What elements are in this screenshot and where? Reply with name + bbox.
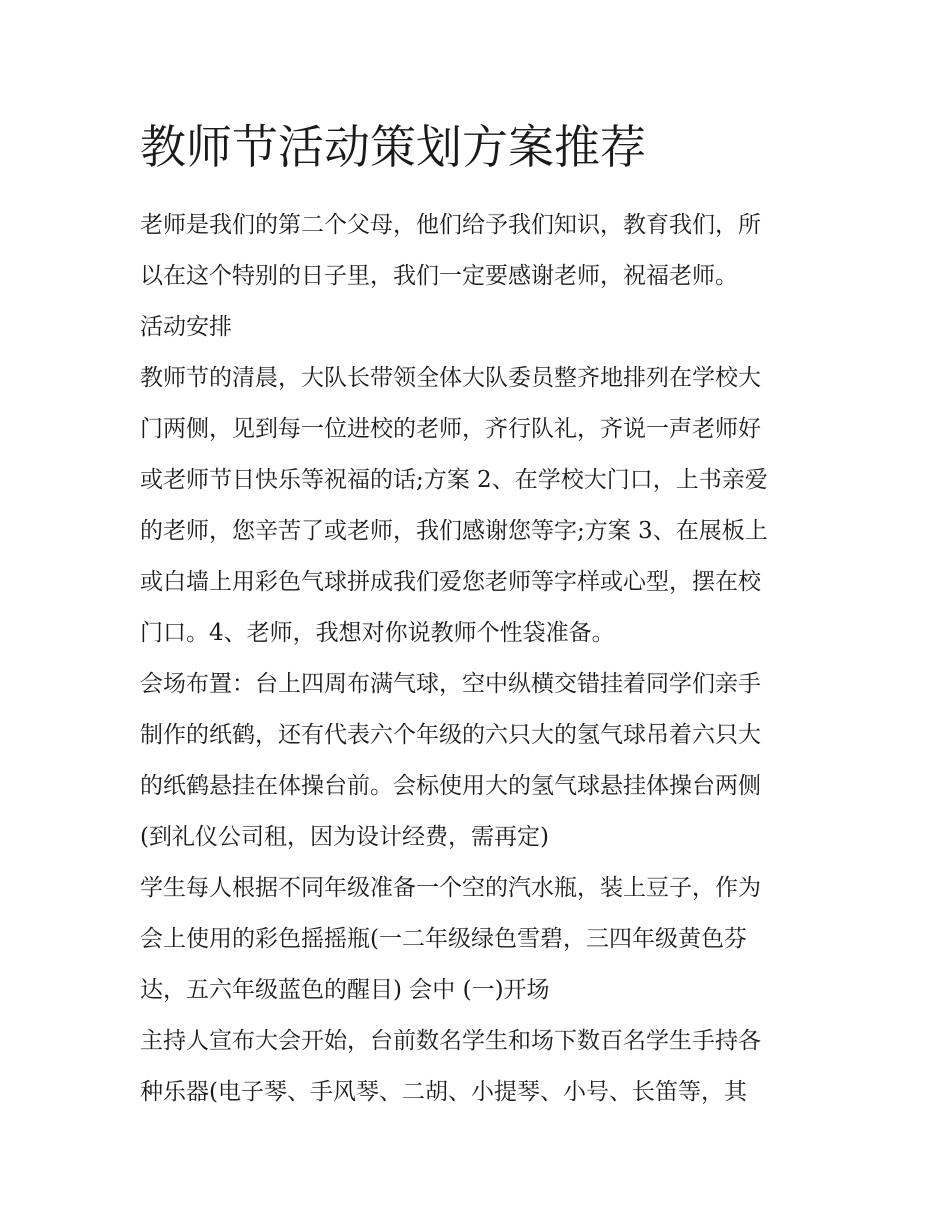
body-line: 的老师，您辛苦了或老师，我们感谢您等字;方案 3、在展板上 xyxy=(140,518,768,544)
page-title: 教师节活动策划方案推荐 xyxy=(140,120,646,174)
body-line: 学生每人根据不同年级准备一个空的汽水瓶，装上豆子，作为 xyxy=(140,875,761,901)
body-line: 门两侧，见到每一位进校的老师，齐行队礼，齐说一声老师好 xyxy=(140,416,761,442)
body-line: 达，五六年级蓝色的醒目) 会中 (一)开场 xyxy=(140,977,550,1003)
document-body xyxy=(140,200,816,1118)
body-line: 或老师节日快乐等祝福的话;方案 2、在学校大门口，上书亲爱 xyxy=(140,467,768,493)
body-line: (到礼仪公司租，因为设计经费，需再定) xyxy=(140,824,549,850)
body-line: 主持人宣布大会开始，台前数名学生和场下数百名学生手持各 xyxy=(140,1028,761,1054)
body-line: 老师是我们的第二个父母，他们给予我们知识，教育我们，所 xyxy=(140,212,761,238)
body-line: 教师节的清晨，大队长带领全体大队委员整齐地排列在学校大 xyxy=(140,365,761,391)
body-line: 会场布置：台上四周布满气球，空中纵横交错挂着同学们亲手 xyxy=(140,671,761,697)
body-line: 门口。4、老师，我想对你说教师个性袋准备。 xyxy=(140,620,615,646)
body-line: 以在这个特别的日子里，我们一定要感谢老师，祝福老师。 xyxy=(140,263,738,289)
body-line: 种乐器(电子琴、手风琴、二胡、小提琴、小号、长笛等，其 xyxy=(140,1079,747,1105)
body-line: 的纸鹤悬挂在体操台前。会标使用大的氢气球悬挂体操台两侧 xyxy=(140,773,761,799)
body-line: 制作的纸鹤，还有代表六个年级的六只大的氢气球吊着六只大 xyxy=(140,722,761,748)
section-heading: 活动安排 xyxy=(140,314,232,340)
body-line: 会上使用的彩色摇摇瓶(一二年级绿色雪碧，三四年级黄色芬 xyxy=(140,926,747,952)
body-line: 或白墙上用彩色气球拼成我们爱您老师等字样或心型，摆在校 xyxy=(140,569,761,595)
